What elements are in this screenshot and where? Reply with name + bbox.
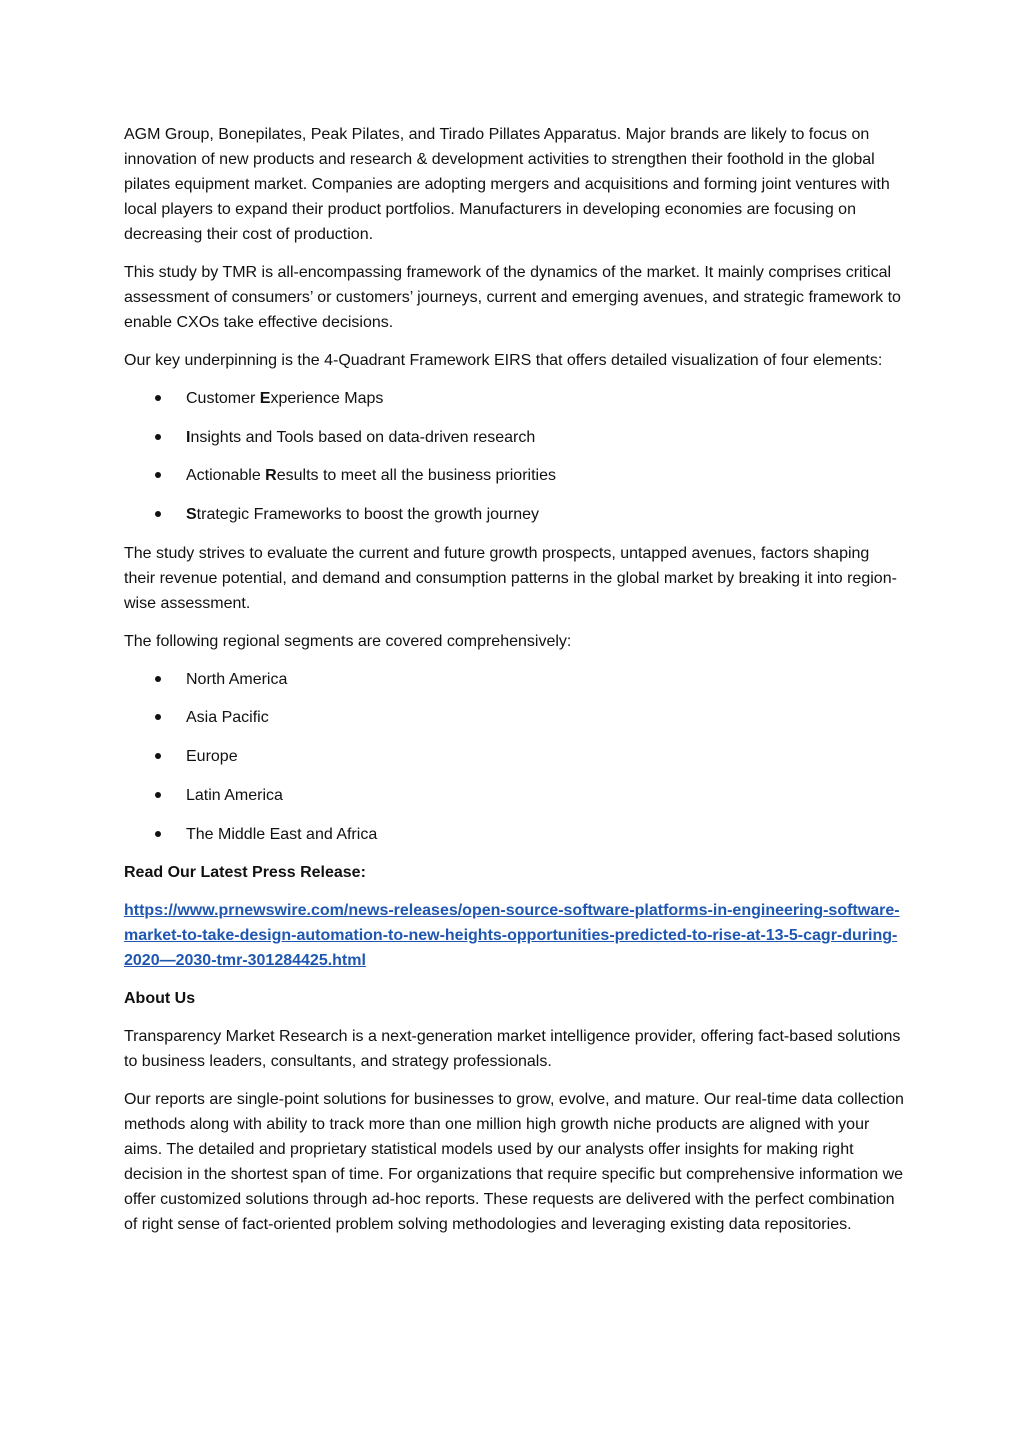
eirs-list-item: Insights and Tools based on data-driven research — [124, 425, 904, 450]
press-release-heading: Read Our Latest Press Release: — [124, 864, 366, 882]
growth-paragraph: The study strives to evaluate the current and future growth prospects, untapped avenues, factors shaping their revenue potential, and demand and consumption patterns in the global market by breaking it into region-wise assessment. — [124, 544, 897, 612]
study-paragraph: This study by TMR is all-encompassing framework of the dynamics of the market. It mainly comprises critical assessment of consumers’ or customers’ journeys, current and emerging avenues, and strategic framework to enable CXOs take effective decisions. — [124, 264, 901, 331]
about-us-heading: About Us — [124, 990, 196, 1008]
eirs-list — [124, 386, 904, 527]
regions-list — [124, 667, 904, 847]
bullet-icon — [155, 472, 161, 478]
region-list-item: Asia Pacific — [124, 705, 904, 730]
bullet-icon — [155, 714, 161, 720]
region-list-item: North America — [124, 667, 904, 692]
region-list-item: The Middle East and Africa — [124, 822, 904, 847]
eirs-list-item: Strategic Frameworks to boost the growth journey — [124, 502, 904, 527]
bullet-icon — [155, 511, 161, 517]
about-paragraph-2: Our reports are single-point solutions for businesses to grow, evolve, and mature. Our real-time data collection methods along with ability to track more than one million high growth niche products are aligned with your aims. The detailed and proprietary statistical models used by our analysts offer insights for making right decision in the shortest span of time. For organizations that require specific but comprehensive information we offer customized solutions through ad-hoc reports. These requests are delivered with the perfect combination of right sense of fact-oriented problem solving methodologies and leveraging existing data repositories. — [124, 1091, 904, 1234]
bullet-icon — [155, 395, 161, 401]
regions-intro-paragraph: The following regional segments are covered comprehensively: — [124, 632, 572, 650]
intro-paragraph: AGM Group, Bonepilates, Peak Pilates, and Tirado Pillates Apparatus. Major brands are likely to focus on innovation of new products and research & development activities to strengthen their foothold in the global pilates equipment market. Companies are adopting mergers and acquisitions and forming joint ventures with local players to expand their product portfolios. Manufacturers in developing economies are focusing on decreasing their cost of production. — [124, 126, 890, 243]
bullet-icon — [155, 831, 161, 837]
about-paragraph-1: Transparency Market Research is a next-generation market intelligence provider, offering fact-based solutions to business leaders, consultants, and strategy professionals. — [124, 1028, 901, 1071]
region-list-item: Europe — [124, 744, 904, 769]
region-list-item: Latin America — [124, 783, 904, 808]
press-release-link[interactable]: https://www.prnewswire.com/news-releases/open-source-software-platforms-in-engineering-software-market-to-take-design-automation-to-new-heights-opportunities-predicted-to-rise-at-13-5-cagr-during-2020—2030-tmr-301284425.html — [124, 902, 900, 970]
bullet-icon — [155, 676, 161, 682]
document-page — [124, 122, 904, 1250]
framework-paragraph: Our key underpinning is the 4-Quadrant Framework EIRS that offers detailed visualization of four elements: — [124, 352, 883, 369]
bullet-icon — [155, 434, 161, 440]
eirs-list-item: Actionable Results to meet all the business priorities — [124, 463, 904, 488]
bullet-icon — [155, 753, 161, 759]
eirs-list-item: Customer Experience Maps — [124, 386, 904, 411]
bullet-icon — [155, 792, 161, 798]
